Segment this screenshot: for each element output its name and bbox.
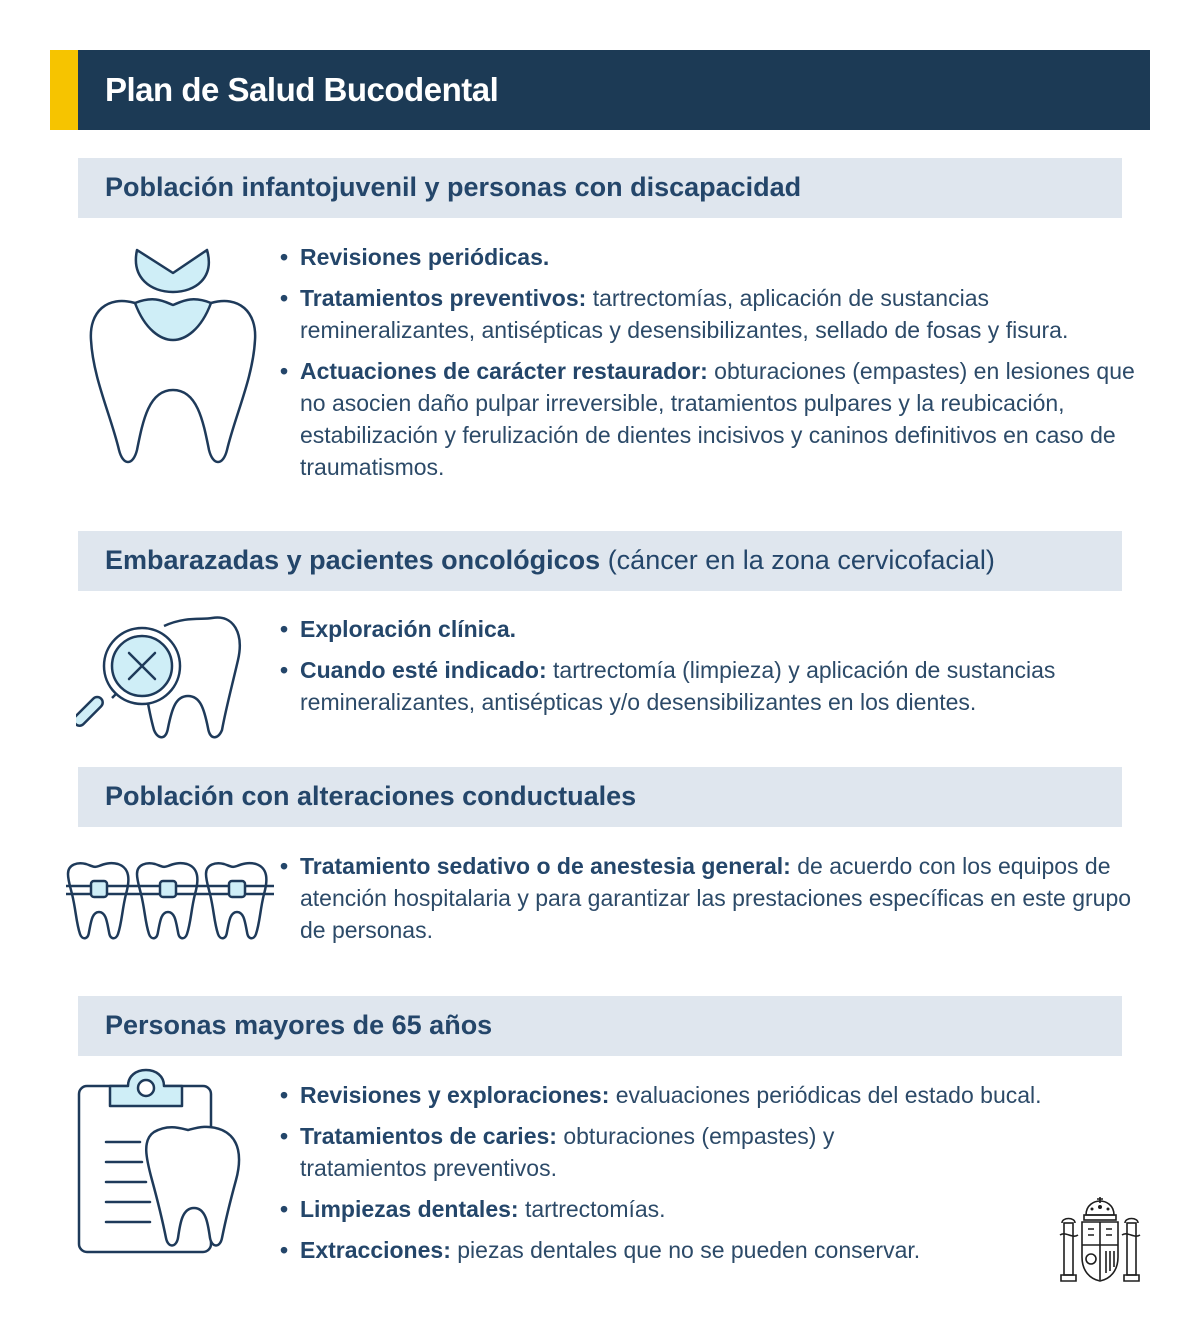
item-text: de acuerdo con los equipos de atención hospitalaria y para garantizar las prestaciones específicas en este grupo de personas.: [300, 853, 1132, 943]
item-text: obturaciones (empastes) y tratamientos preventivos.: [300, 1123, 835, 1181]
section-heading: [105, 531, 995, 589]
coat-of-arms-icon: [1058, 1195, 1142, 1287]
list-item: [280, 1079, 1150, 1111]
teeth-braces-icon: [64, 860, 276, 942]
item-bold: Actuaciones de carácter restaurador:: [300, 358, 708, 384]
section-header-mayores: [78, 996, 1122, 1056]
list-item: [280, 1193, 1150, 1225]
section-header-infantojuvenil: [78, 158, 1122, 218]
title-accent-stripe: [50, 50, 78, 130]
item-bold: Tratamientos de caries:: [300, 1123, 557, 1149]
section-heading: Población con alteraciones conductuales: [105, 781, 637, 811]
item-text: evaluaciones periódicas del estado bucal.: [609, 1082, 1042, 1108]
list-item: [280, 1234, 1150, 1266]
item-bold: Exploración clínica.: [300, 616, 517, 642]
section-heading-extra: (cáncer en la zona cervicofacial): [600, 545, 995, 575]
item-text: obturaciones (empastes) en lesiones que no asocien daño pulpar irreversible, tratamientos pulpares y la reubicación, estabilización y ferulización de dientes incisivos y caninos definitivos en caso de traumatismos.: [300, 358, 1135, 480]
title-bar: [50, 50, 1150, 130]
item-bold: Tratamiento sedativo o de anestesia general:: [300, 853, 791, 879]
item-bold: Tratamientos preventivos:: [300, 285, 587, 311]
list-item: [280, 654, 1150, 718]
list-item: [280, 613, 1150, 645]
section-heading: Población infantojuvenil y personas con discapacidad: [105, 172, 802, 202]
list-item: [280, 355, 1150, 483]
item-bold: Cuando esté indicado:: [300, 657, 547, 683]
item-text: tartrectomía (limpieza) y aplicación de sustancias remineralizantes, antisépticas y/o desensibilizantes en los dientes.: [300, 657, 1056, 715]
item-bold: Revisiones periódicas.: [300, 244, 550, 270]
list-item: [280, 1120, 880, 1184]
tooth-magnifier-icon: [76, 612, 246, 740]
list-item: [280, 241, 1150, 273]
section-list-conductuales: [280, 850, 1150, 955]
section-heading-bold: Embarazadas y pacientes oncológicos: [105, 545, 601, 575]
list-item: [280, 282, 1150, 346]
section-heading: Personas mayores de 65 años: [105, 1010, 493, 1040]
item-bold: Limpiezas dentales:: [300, 1196, 519, 1222]
section-header-conductuales: [78, 767, 1122, 827]
item-text: piezas dentales que no se pueden conservar.: [450, 1237, 921, 1263]
item-bold: Revisiones y exploraciones:: [300, 1082, 610, 1108]
list-item: [280, 850, 1150, 946]
clipboard-tooth-icon: [76, 1068, 242, 1258]
item-text: tartrectomías, aplicación de sustancias remineralizantes, antisépticas y desensibilizantes, sellado de fosas y fisura.: [300, 285, 1069, 343]
section-list-embarazadas: [280, 613, 1150, 727]
section-header-embarazadas: [78, 531, 1122, 591]
tooth-filling-icon: [85, 240, 260, 470]
page-title: Plan de Salud Bucodental: [105, 71, 499, 108]
section-list-mayores: [280, 1079, 1150, 1275]
section-list-infantojuvenil: [280, 241, 1150, 492]
item-bold: Extracciones:: [300, 1237, 451, 1263]
item-text: tartrectomías.: [518, 1196, 666, 1222]
